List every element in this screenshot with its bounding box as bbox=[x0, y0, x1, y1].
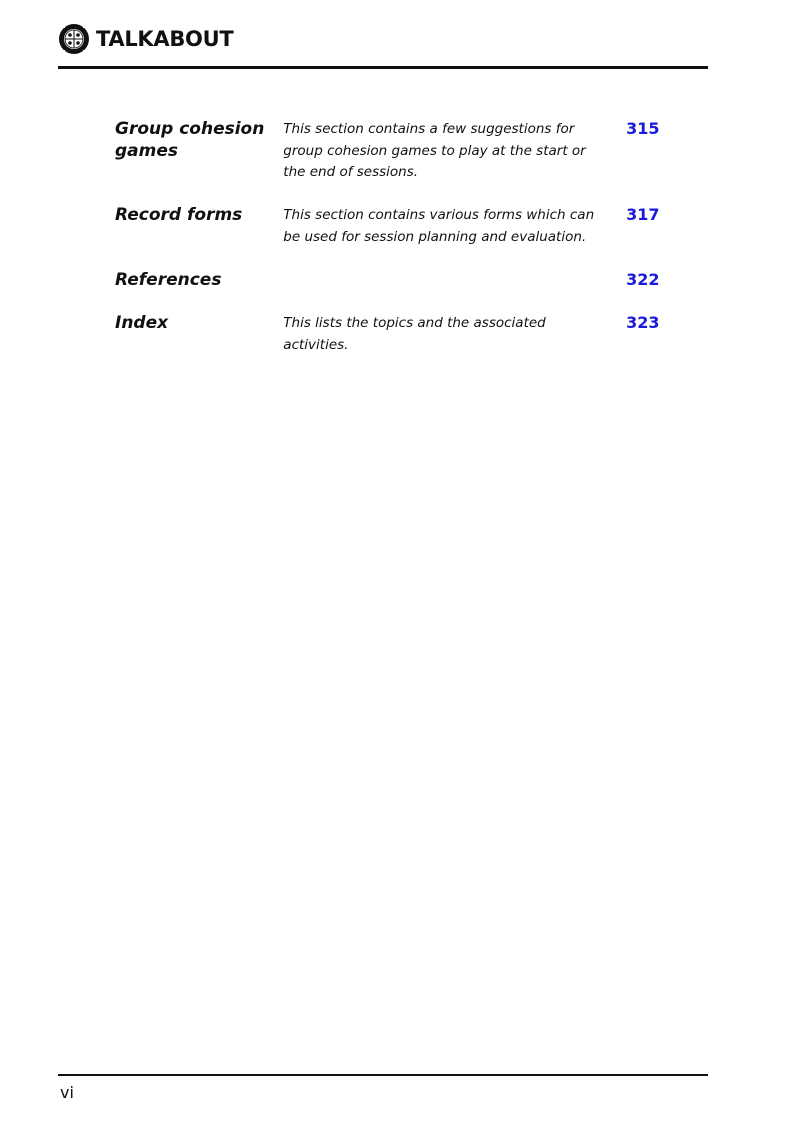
brand-name: TALKABOUT bbox=[96, 27, 234, 51]
toc-entry-description bbox=[283, 269, 611, 270]
toc-entry-title-line: Record forms bbox=[115, 205, 243, 225]
toc-entry-title-line: games bbox=[115, 141, 179, 161]
toc-entry-description: This lists the topics and the associated activities. bbox=[283, 315, 546, 353]
toc-entry-title-line: References bbox=[115, 270, 222, 290]
header-rule bbox=[58, 66, 708, 69]
toc-entry-title-line: Index bbox=[115, 313, 169, 333]
toc-entry-title-line: Group cohesion bbox=[115, 119, 265, 139]
talkabout-seal-icon bbox=[58, 23, 90, 55]
toc-entry-index bbox=[115, 312, 675, 353]
toc-entry-page-link[interactable]: 317 bbox=[626, 205, 660, 224]
toc-entry-page-link[interactable]: 322 bbox=[626, 270, 660, 289]
footer-rule bbox=[58, 1074, 708, 1076]
toc-entry-description: This section contains a few suggestions for group cohesion games to play at the start or the end of sessions. bbox=[283, 121, 586, 180]
toc-entry-title bbox=[115, 269, 283, 291]
toc-entry-group-cohesion bbox=[115, 118, 675, 204]
toc-entry-page-link[interactable]: 315 bbox=[626, 119, 660, 138]
toc-entry-page-link[interactable]: 323 bbox=[626, 313, 660, 332]
toc-entry-title bbox=[115, 204, 283, 226]
toc-entry-references bbox=[115, 269, 675, 312]
toc-entry-record-forms bbox=[115, 204, 675, 269]
toc-entry-title bbox=[115, 312, 283, 334]
page-number: vi bbox=[60, 1083, 74, 1102]
toc-entry-title bbox=[115, 118, 283, 162]
page-header bbox=[58, 22, 233, 56]
toc-entry-description: This section contains various forms which can be used for session planning and evaluation. bbox=[283, 207, 595, 245]
table-of-contents bbox=[115, 118, 675, 353]
